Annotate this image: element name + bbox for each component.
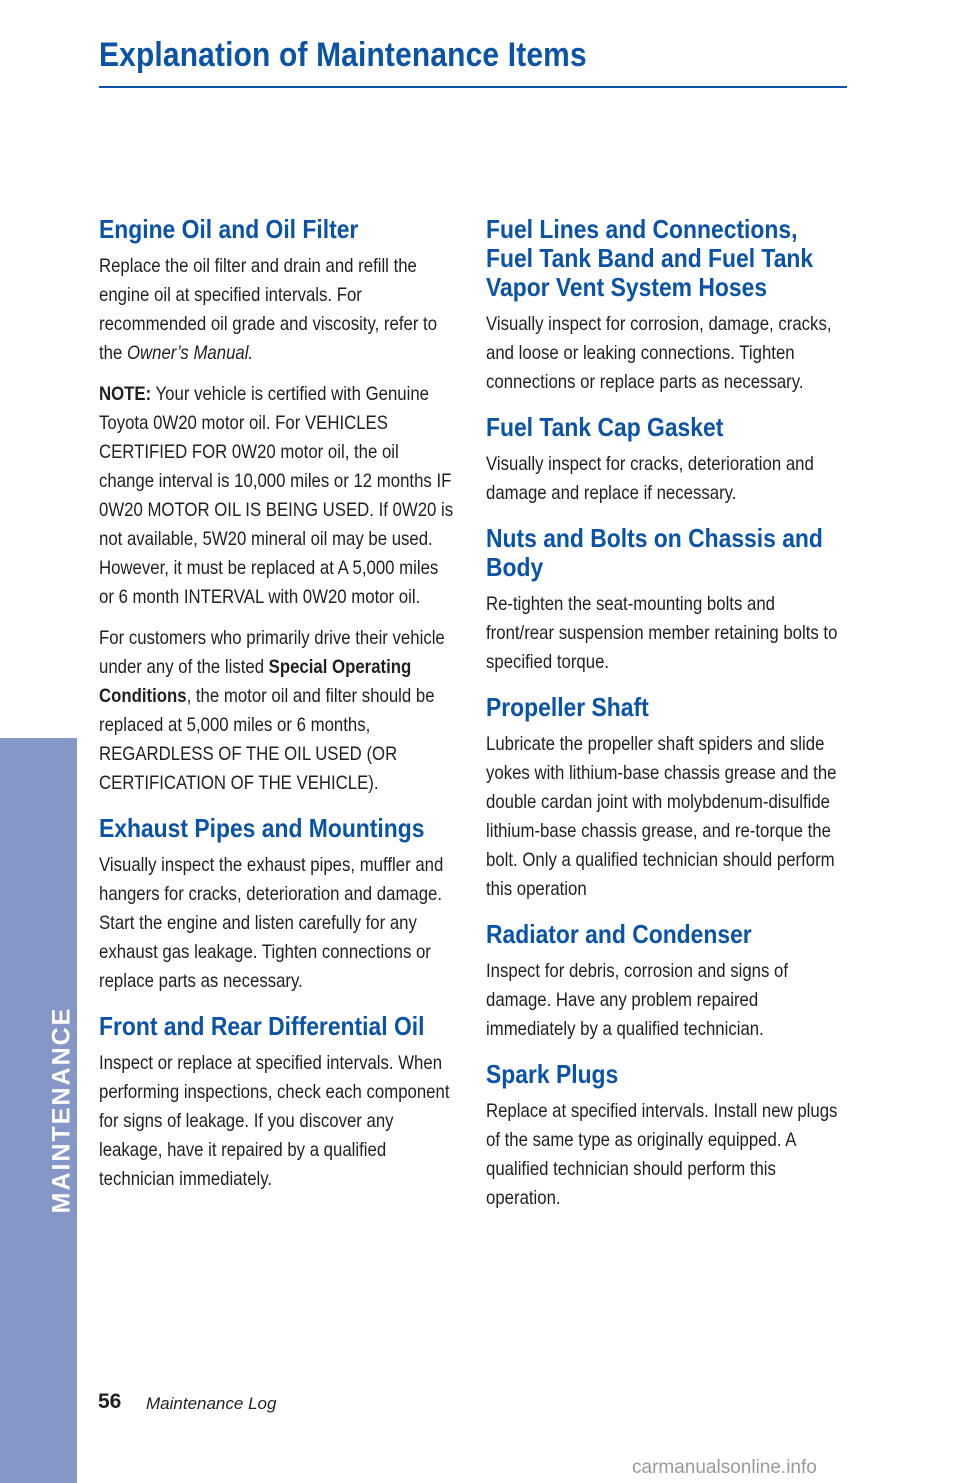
- spark-plugs-text: Replace at specified intervals. Install new plugs of the same type as originally equipped. A qualified technician should perform this operation.: [486, 1100, 838, 1209]
- section-engine-oil: [99, 215, 455, 798]
- footer-section-name: Maintenance Log: [146, 1394, 277, 1413]
- heading-fuel-lines: Fuel Lines and Connections, Fuel Tank Band and Fuel Tank Vapor Vent System Hoses: [486, 214, 814, 302]
- special-conditions-term: Special Operating Conditions: [99, 656, 412, 707]
- propeller-text: Lubricate the propeller shaft spiders and slide yokes with lithium-base chassis grease and the double cardan joint with molybdenum-disulfide lithium-base chassis grease, and re-torque the bolt. Only a qualified technician should perform this operation: [486, 733, 837, 900]
- exhaust-text: Visually inspect the exhaust pipes, muffler and hangers for cracks, deterioration and damage. Start the engine and listen carefully for any exhaust gas leakage. Tighten connections or replace parts as necessary.: [99, 854, 444, 992]
- section-spark-plugs: [486, 1060, 848, 1213]
- right-column: [486, 215, 848, 1229]
- heading-radiator: Radiator and Condenser: [486, 919, 752, 949]
- page-number: 56: [98, 1390, 122, 1413]
- section-exhaust: [99, 814, 455, 996]
- fuel-cap-text: Visually inspect for cracks, deterioration and damage and replace if necessary.: [486, 453, 814, 504]
- engine-oil-note: [99, 380, 454, 612]
- owners-manual-ref: Owner’s Manual.: [126, 342, 254, 364]
- section-nuts-bolts: [486, 524, 848, 677]
- special-conditions-paragraph: [99, 624, 454, 798]
- side-tab-label: MAINTENANCE: [47, 1006, 76, 1214]
- section-radiator: [486, 920, 848, 1044]
- nuts-bolts-text: Re-tighten the seat-mounting bolts and front/rear suspension member retaining bolts to specified torque.: [486, 593, 838, 673]
- watermark: carmanualsonline.info: [632, 1457, 817, 1478]
- heading-propeller: Propeller Shaft: [486, 692, 649, 722]
- section-fuel-cap: [486, 413, 848, 508]
- heading-engine-oil: Engine Oil and Oil Filter: [99, 214, 359, 244]
- heading-fuel-cap: Fuel Tank Cap Gasket: [486, 412, 724, 442]
- note-text: Your vehicle is certified with Genuine Toyota 0W20 motor oil. For VEHICLES CERTIFIED FOR 0W20 motor oil, the oil change interval is 10,000 miles or 12 months IF 0W20 MOTOR OIL IS BEING USED. If 0W20 is not available, 5W20 mineral oil may be used. However, it must be replaced at A 5,000 miles or 6 month INTERVAL with 0W20 motor oil.: [99, 383, 454, 608]
- engine-oil-text: Replace the oil filter and drain and refill the engine oil at specified intervals. For recommended oil grade and viscosity, refer to the: [99, 255, 438, 364]
- left-column: [99, 215, 455, 1210]
- special-conditions-text-a: For customers who primarily drive their vehicle under any of the listed: [99, 627, 445, 678]
- page-title: Explanation of Maintenance Items: [99, 36, 587, 74]
- differential-text: Inspect or replace at specified intervals. When performing inspections, check each component for signs of leakage. If you discover any leakage, have it repaired by a qualified technician immediately.: [99, 1052, 450, 1190]
- special-conditions-text-c: , the motor oil and filter should be replaced at 5,000 miles or 6 months, REGARDLESS OF THE OIL USED (OR CERTIFICATION OF THE VEHICLE).: [99, 685, 435, 794]
- heading-differential: Front and Rear Differential Oil: [99, 1011, 425, 1041]
- radiator-text: Inspect for debris, corrosion and signs of damage. Have any problem repaired immediately by a qualified technician.: [486, 960, 789, 1040]
- heading-exhaust: Exhaust Pipes and Mountings: [99, 813, 425, 843]
- title-divider: [99, 86, 847, 88]
- note-label: NOTE:: [99, 383, 152, 405]
- section-differential: [99, 1012, 455, 1194]
- fuel-lines-text: Visually inspect for corrosion, damage, cracks, and loose or leaking connections. Tighten connections or replace parts as necessary.: [486, 313, 832, 393]
- engine-oil-paragraph: [99, 252, 454, 368]
- heading-spark-plugs: Spark Plugs: [486, 1059, 619, 1089]
- heading-nuts-bolts: Nuts and Bolts on Chassis and Body: [486, 523, 823, 582]
- section-fuel-lines: [486, 215, 848, 397]
- section-propeller: [486, 693, 848, 904]
